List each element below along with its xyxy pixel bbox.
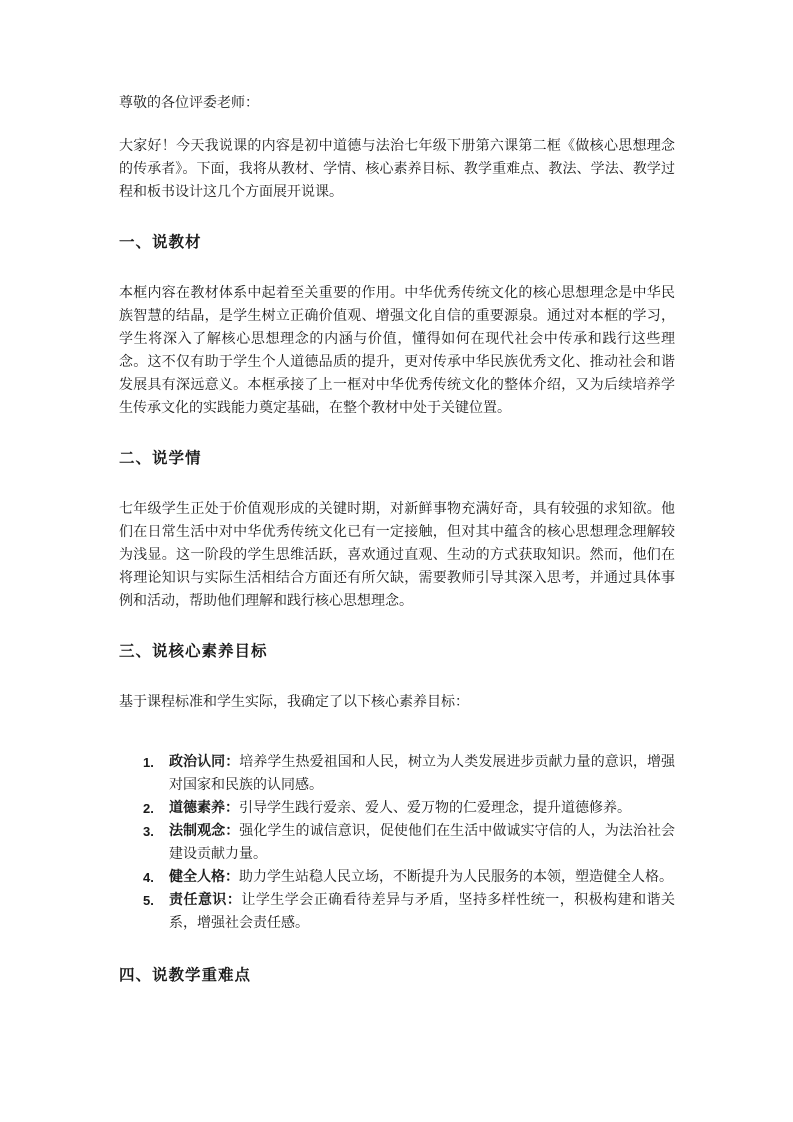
greeting: 尊敬的各位评委老师：	[119, 95, 259, 111]
goal-text: 培养学生热爱祖国和人民，树立为人类发展进步贡献力量的意识，增强对国家和民族的认同感。	[169, 754, 676, 793]
goal-term: 道德素养：	[169, 800, 239, 816]
list-item	[143, 889, 676, 935]
goal-text: 让学生学会正确看待差异与矛盾，坚持多样性统一，积极构建和谐关系，增强社会责任感。	[169, 892, 676, 931]
section-heading-goals: 三、说核心素养目标	[119, 641, 268, 660]
list-item	[143, 751, 676, 797]
list-item	[143, 820, 676, 866]
goal-term: 健全人格：	[169, 869, 239, 885]
intro-paragraph: 大家好！今天我说课的内容是初中道德与法治七年级下册第六课第二框《做核心思想理念的传承者》。下面，我将从教材、学情、核心素养目标、教学重难点、教法、学法、教学过程和板书设计这几个方面展开说课。	[119, 138, 675, 200]
goal-term: 法制观念：	[169, 823, 240, 839]
goals-lead: 基于课程标准和学生实际，我确定了以下核心素养目标：	[119, 694, 469, 710]
goal-text: 强化学生的诚信意识，促使他们在生活中做诚实守信的人，为法治社会建设贡献力量。	[169, 823, 676, 862]
list-number: 1.	[143, 755, 154, 770]
list-item	[143, 797, 675, 820]
list-number: 3.	[143, 824, 154, 839]
goal-term: 政治认同：	[169, 754, 240, 770]
section-heading-students: 二、说学情	[119, 448, 202, 467]
goal-term: 责任意识：	[169, 892, 242, 908]
section-heading-textbook: 一、说教材	[119, 232, 202, 251]
goal-text: 助力学生站稳人民立场，不断提升为人民服务的本领，塑造健全人格。	[239, 869, 673, 885]
goal-text: 引导学生践行爱亲、爱人、爱万物的仁爱理念，提升道德修养。	[239, 800, 631, 816]
list-number: 2.	[143, 801, 154, 816]
list-number: 5.	[143, 893, 154, 908]
section-body-students: 七年级学生正处于价值观形成的关键时期，对新鲜事物充满好奇，具有较强的求知欲。他们在日常生活中对中华优秀传统文化已有一定接触，但对其中蕴含的核心思想理念理解较为浅显。这一阶段的学生思维活跃，喜欢通过直观、生动的方式获取知识。然而，他们在将理论知识与实际生活相结合方面还有所欠缺，需要教师引导其深入思考，并通过具体事例和活动，帮助他们理解和践行核心思想理念。	[119, 501, 675, 609]
goals-list	[119, 751, 675, 935]
list-number: 4.	[143, 870, 154, 885]
section-body-textbook: 本框内容在教材体系中起着至关重要的作用。中华优秀传统文化的核心思想理念是中华民族智慧的结晶，是学生树立正确价值观、增强文化自信的重要源泉。通过对本框的学习，学生将深入了解核心思想理念的内涵与价值，懂得如何在现代社会中传承和践行这些理念。这不仅有助于学生个人道德品质的提升，更对传承中华民族优秀文化、推动社会和谐发展具有深远意义。本框承接了上一框对中华优秀传统文化的整体介绍，又为后续培养学生传承文化的实践能力奠定基础，在整个教材中处于关键位置。	[119, 285, 675, 416]
list-item	[143, 866, 675, 889]
section-heading-keypoints: 四、说教学重难点	[119, 965, 252, 984]
